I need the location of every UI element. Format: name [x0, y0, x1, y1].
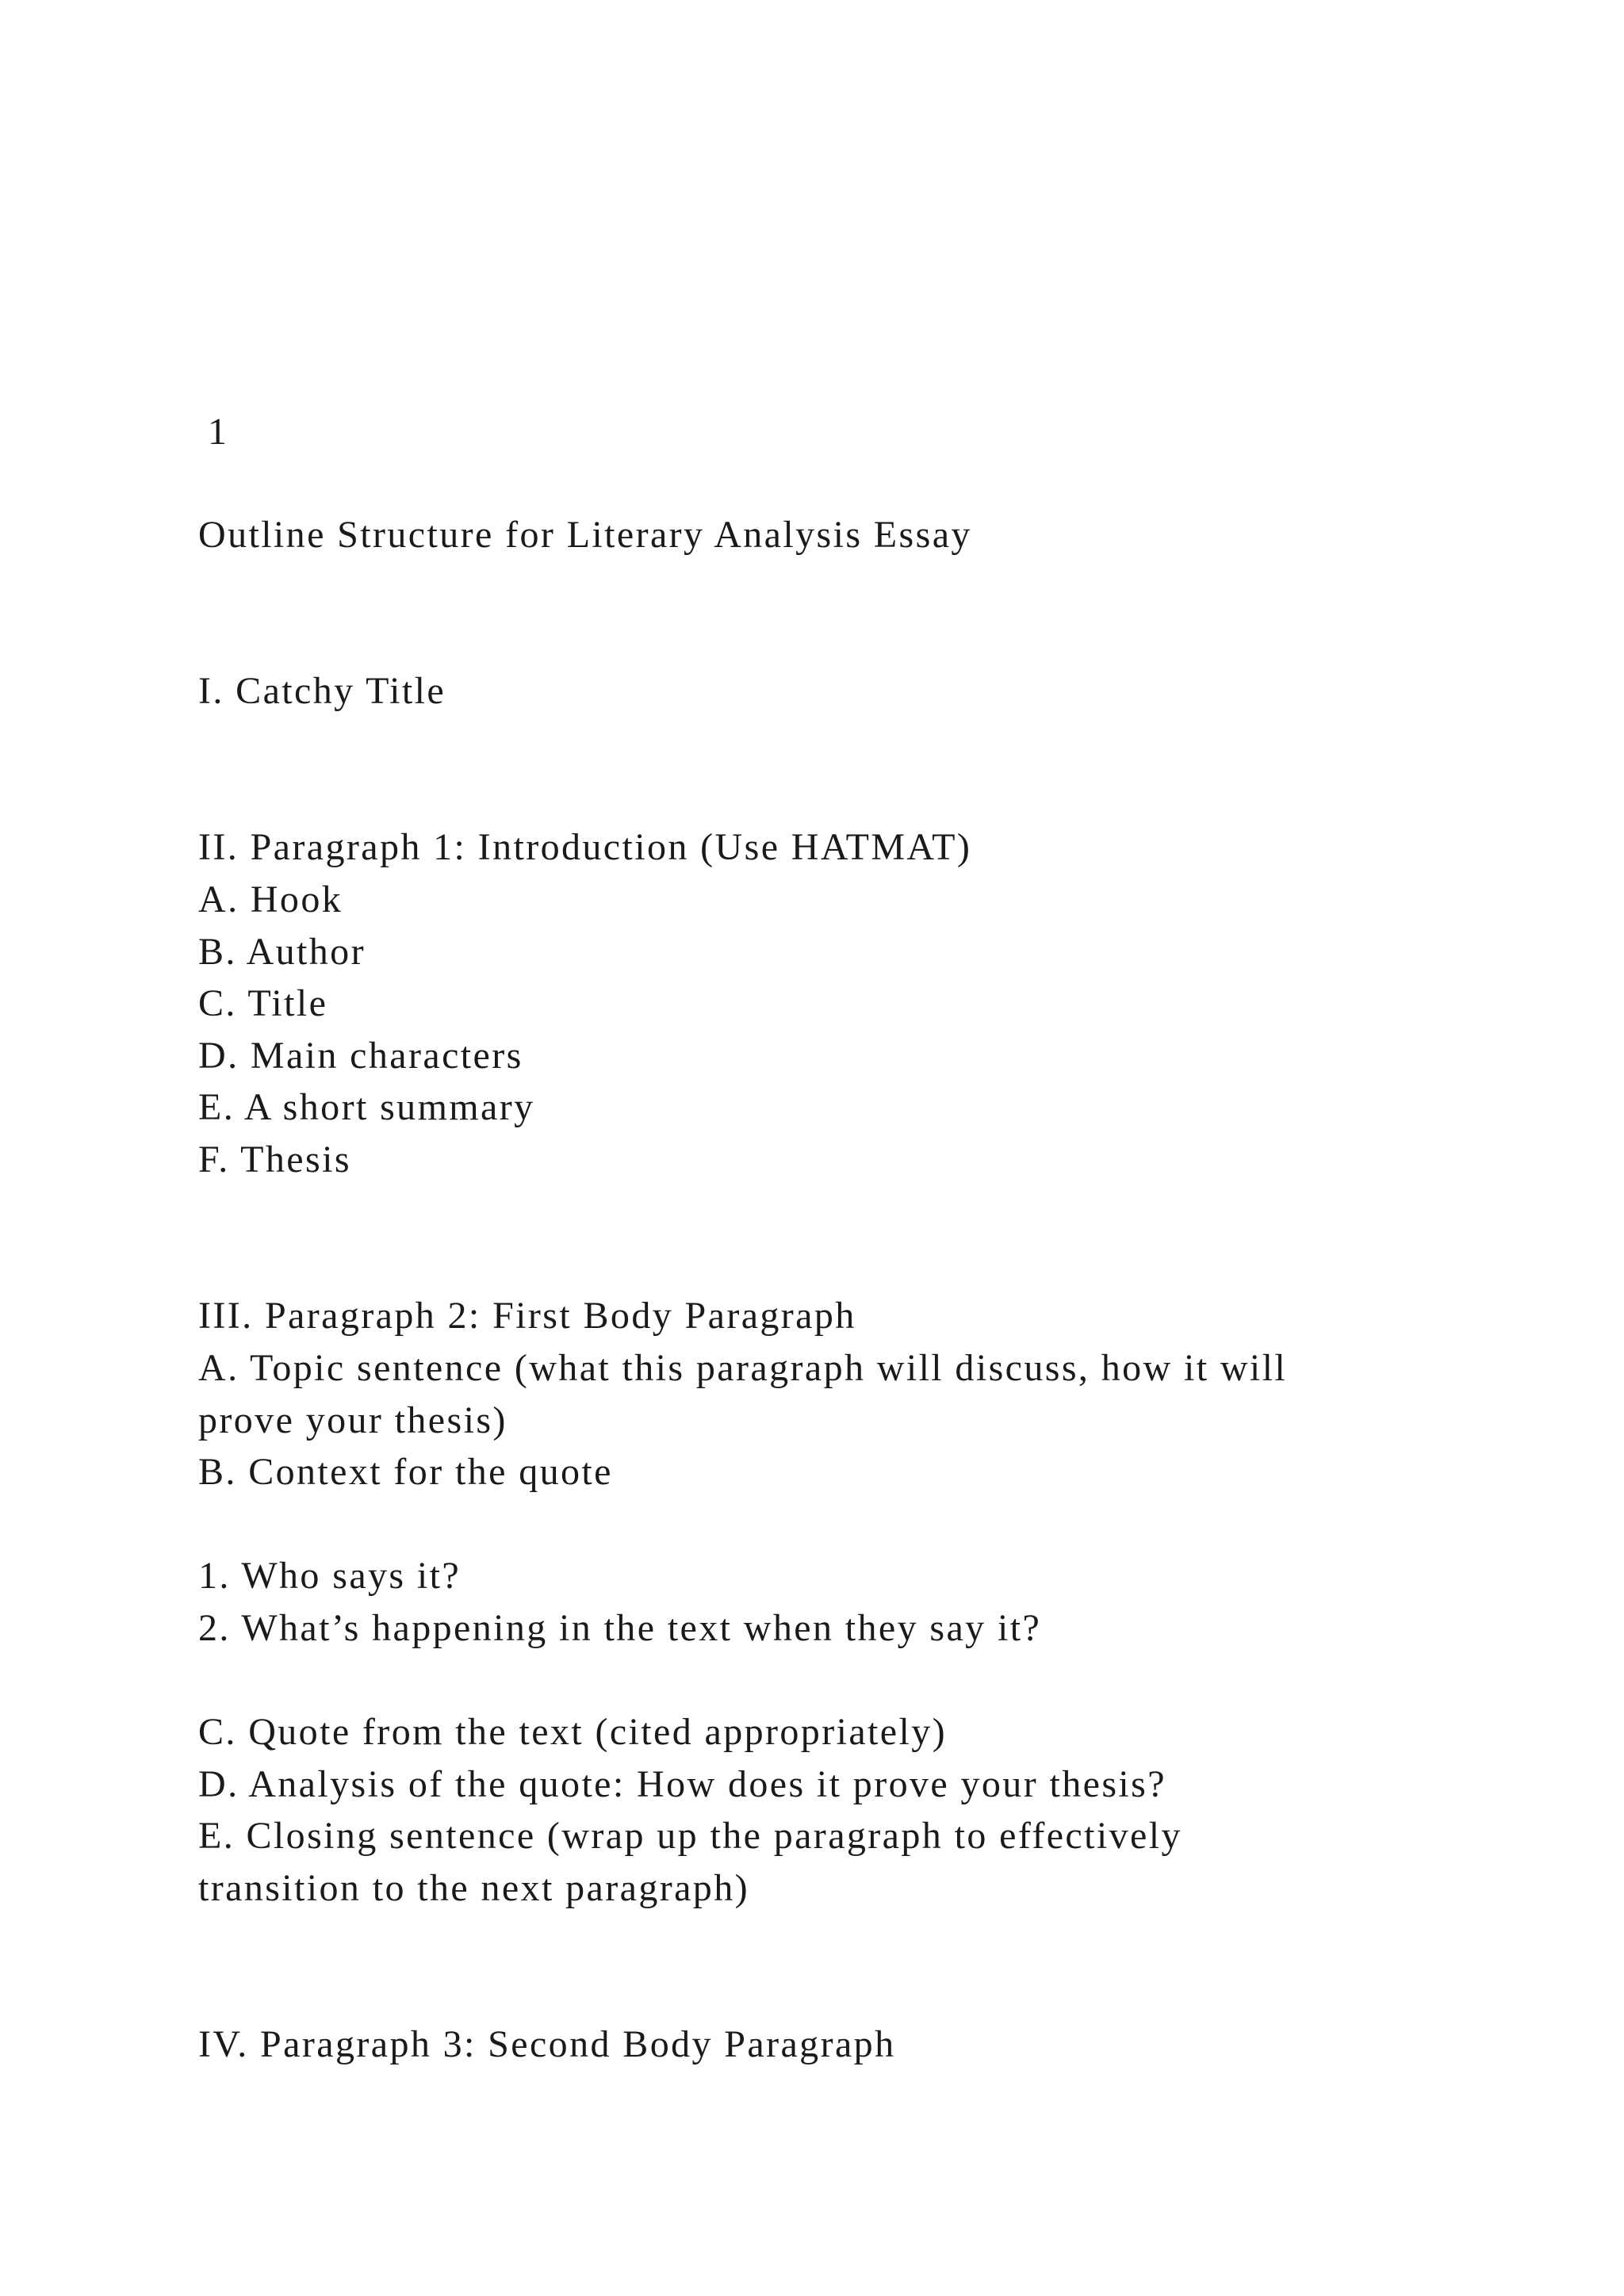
outline-item: D. Analysis of the quote: How does it prove your thesis? — [198, 1763, 1166, 1805]
sub-item: 2. What’s happening in the text when they say it? — [198, 1607, 1042, 1649]
outline-item-continuation: transition to the next paragraph) — [198, 1867, 749, 1909]
outline-item: A. Topic sentence (what this paragraph will discuss, how it will — [198, 1347, 1288, 1389]
section-heading: III. Paragraph 2: First Body Paragraph — [198, 1295, 856, 1337]
outline-item-continuation: prove your thesis) — [198, 1399, 508, 1441]
outline-item: A. Hook — [198, 878, 343, 920]
outline-item: B. Context for the quote — [198, 1451, 613, 1493]
document-title: Outline Structure for Literary Analysis Essay — [198, 514, 972, 556]
outline-item: C. Title — [198, 982, 328, 1024]
outline-item: E. A short summary — [198, 1086, 535, 1128]
outline-item: B. Author — [198, 931, 366, 973]
page-number: 1 — [208, 411, 229, 453]
section-heading: IV. Paragraph 3: Second Body Paragraph — [198, 2023, 896, 2065]
section-heading: II. Paragraph 1: Introduction (Use HATMAT) — [198, 826, 972, 868]
outline-item: F. Thesis — [198, 1138, 351, 1181]
outline-item: C. Quote from the text (cited appropriately) — [198, 1711, 947, 1753]
sub-item: 1. Who says it? — [198, 1555, 462, 1597]
section-heading: I. Catchy Title — [198, 670, 446, 712]
outline-item: D. Main characters — [198, 1035, 523, 1077]
outline-item: E. Closing sentence (wrap up the paragraph to effectively — [198, 1815, 1182, 1857]
